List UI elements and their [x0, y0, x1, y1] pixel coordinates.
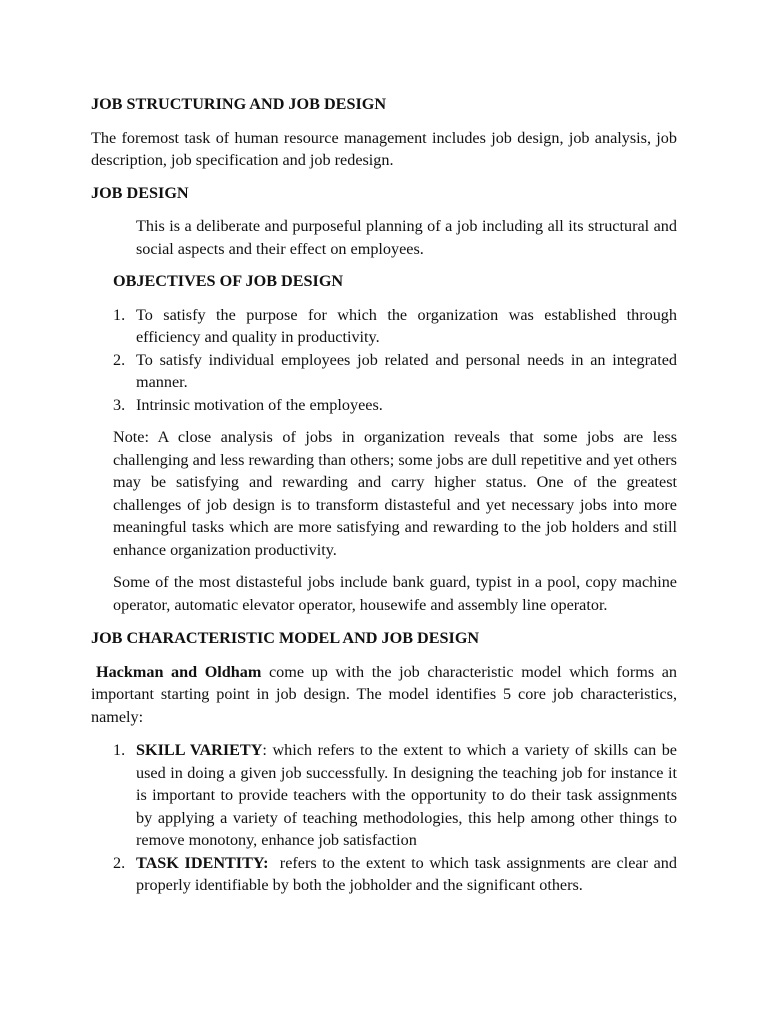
intro-paragraph: The foremost task of human resource management includes job design, job analysis, job description, job specification and job redesign. — [91, 128, 677, 169]
list-item — [113, 739, 677, 852]
characteristic-term: SKILL VARIETY — [136, 741, 263, 759]
distasteful-jobs-paragraph: Some of the most distasteful jobs include bank guard, typist in a pool, copy machine operator, automatic elevator operator, housewife and assembly line operator. — [113, 573, 677, 614]
model-intro-text: come up with the job characteristic model which forms an important starting point in job design. The model identifies 5 core job characteristics, namely: — [91, 662, 677, 726]
list-number: 1. — [113, 741, 126, 759]
list-item — [113, 349, 677, 394]
job-design-definition: This is a deliberate and purposeful planning of a job including all its structural and social aspects and their effect on employees. — [136, 217, 677, 258]
list-number: 2. — [113, 350, 126, 369]
list-item — [113, 394, 677, 417]
characteristics-list — [91, 739, 682, 897]
list-text: To satisfy individual employees job related and personal needs in an integrated manner. — [136, 350, 677, 391]
list-text: Intrinsic motivation of the employees. — [136, 395, 383, 414]
main-heading: JOB STRUCTURING AND JOB DESIGN — [91, 95, 387, 113]
list-number: 3. — [113, 395, 126, 414]
list-number: 2. — [113, 853, 126, 872]
job-design-heading: JOB DESIGN — [91, 183, 189, 202]
model-authors: Hackman and Oldham — [96, 662, 262, 681]
document-page — [91, 93, 682, 897]
characteristic-term: TASK IDENTITY: — [136, 853, 269, 872]
objectives-heading: OBJECTIVES OF JOB DESIGN — [113, 272, 344, 290]
objectives-list — [91, 304, 677, 417]
model-heading: JOB CHARACTERISTIC MODEL AND JOB DESIGN — [91, 629, 480, 647]
characteristic-text: : which refers to the extent to which a variety of skills can be used in doing a given job successfully. In designing the teaching job for instance it is important to provide teachers with the opportunity to do their task assignments by applying a variety of teaching methodologies, this help among other things to remove monotony, enhance job satisfaction — [136, 741, 677, 849]
model-intro-paragraph — [91, 661, 677, 729]
list-text: To satisfy the purpose for which the organization was established through efficiency and quality in productivity. — [136, 305, 677, 346]
note-paragraph: Note: A close analysis of jobs in organization reveals that some jobs are less challenging and less rewarding than others; some jobs are dull repetitive and yet others may be satisfying and rewarding and carry higher status. One of the greatest challenges of job design is to transform distasteful and yet necessary jobs into more meaningful tasks which are more satisfying and rewarding to the job holders and still enhance organization productivity. — [113, 428, 677, 559]
list-number: 1. — [113, 305, 126, 324]
list-item — [113, 852, 682, 897]
characteristic-text: refers to the extent to which task assignments are clear and properly identifiable by both the jobholder and the significant others. — [136, 853, 682, 894]
list-item — [113, 304, 677, 349]
